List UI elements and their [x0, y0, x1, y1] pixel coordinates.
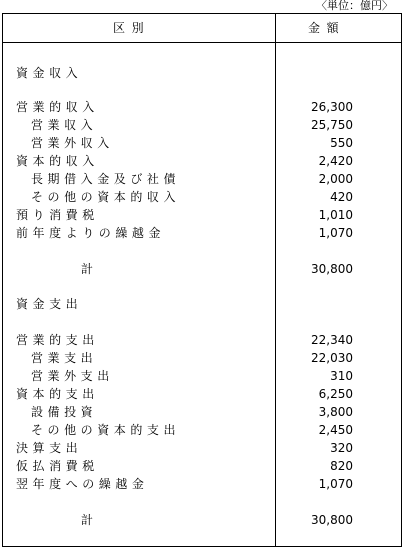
row-amount: 22,340: [311, 333, 353, 347]
table-row: [3, 261, 401, 278]
total-label: 計: [81, 513, 98, 527]
row-amount: 310: [330, 369, 353, 383]
header-amount: 金額: [308, 21, 346, 35]
row-amount: 420: [330, 190, 353, 204]
row-amount: 1,070: [318, 477, 353, 491]
total-label: 計: [81, 262, 98, 276]
row-amount: 320: [330, 441, 353, 455]
row-amount: 2,450: [318, 423, 353, 437]
table-row: [3, 476, 401, 493]
table-row: [3, 99, 401, 116]
row-label: 設備投資: [31, 405, 98, 419]
table-row: [3, 171, 401, 188]
table-row: [3, 296, 401, 313]
row-amount: 3,800: [318, 405, 353, 419]
table-body: [3, 14, 401, 546]
row-amount: 2,420: [318, 154, 353, 168]
row-amount: 820: [330, 459, 353, 473]
unit-label: 〈単位：億円〉: [316, 0, 393, 12]
table-row: [3, 512, 401, 529]
row-amount: 26,300: [311, 100, 353, 114]
fund-table: [2, 13, 402, 547]
row-label: 預り消費税: [16, 208, 99, 222]
row-label: 翌年度への繰越金: [16, 477, 149, 491]
table-row: [3, 440, 401, 457]
row-label: 前年度よりの繰越金: [16, 226, 166, 240]
row-label: その他の資本的収入: [31, 190, 181, 204]
table-row: [3, 189, 401, 206]
row-amount: 25,750: [311, 118, 353, 132]
table-row: [3, 65, 401, 82]
row-amount: 550: [330, 136, 353, 150]
table-row: [3, 135, 401, 152]
row-label: 営業外収入: [31, 136, 114, 150]
row-label: 資本的支出: [16, 387, 99, 401]
row-amount: 6,250: [318, 387, 353, 401]
table-row: [3, 117, 401, 134]
total-amount: 30,800: [311, 513, 353, 527]
row-amount: 22,030: [311, 351, 353, 365]
table-row: [3, 404, 401, 421]
row-label: 資金収入: [16, 66, 83, 80]
row-label: 資本的収入: [16, 154, 99, 168]
row-label: 営業収入: [31, 118, 98, 132]
table-row: [3, 207, 401, 224]
table-row: [3, 153, 401, 170]
header-category: 区別: [113, 21, 151, 35]
row-amount: 2,000: [318, 172, 353, 186]
row-label: 営業的収入: [16, 100, 99, 114]
row-label: 仮払消費税: [16, 459, 99, 473]
table-row: [3, 350, 401, 367]
row-label: その他の資本的支出: [31, 423, 181, 437]
table-row: [3, 458, 401, 475]
row-amount: 1,070: [318, 226, 353, 240]
row-label: 営業的支出: [16, 333, 99, 347]
table-row: [3, 386, 401, 403]
table-row: [3, 368, 401, 385]
table-row: [3, 422, 401, 439]
total-amount: 30,800: [311, 262, 353, 276]
row-label: 長期借入金及び社債: [31, 172, 181, 186]
row-label: 営業支出: [31, 351, 98, 365]
row-amount: 1,010: [318, 208, 353, 222]
table-row: [3, 332, 401, 349]
row-label: 資金支出: [16, 297, 83, 311]
row-label: 決算支出: [16, 441, 83, 455]
row-label: 営業外支出: [31, 369, 114, 383]
table-row: [3, 225, 401, 242]
